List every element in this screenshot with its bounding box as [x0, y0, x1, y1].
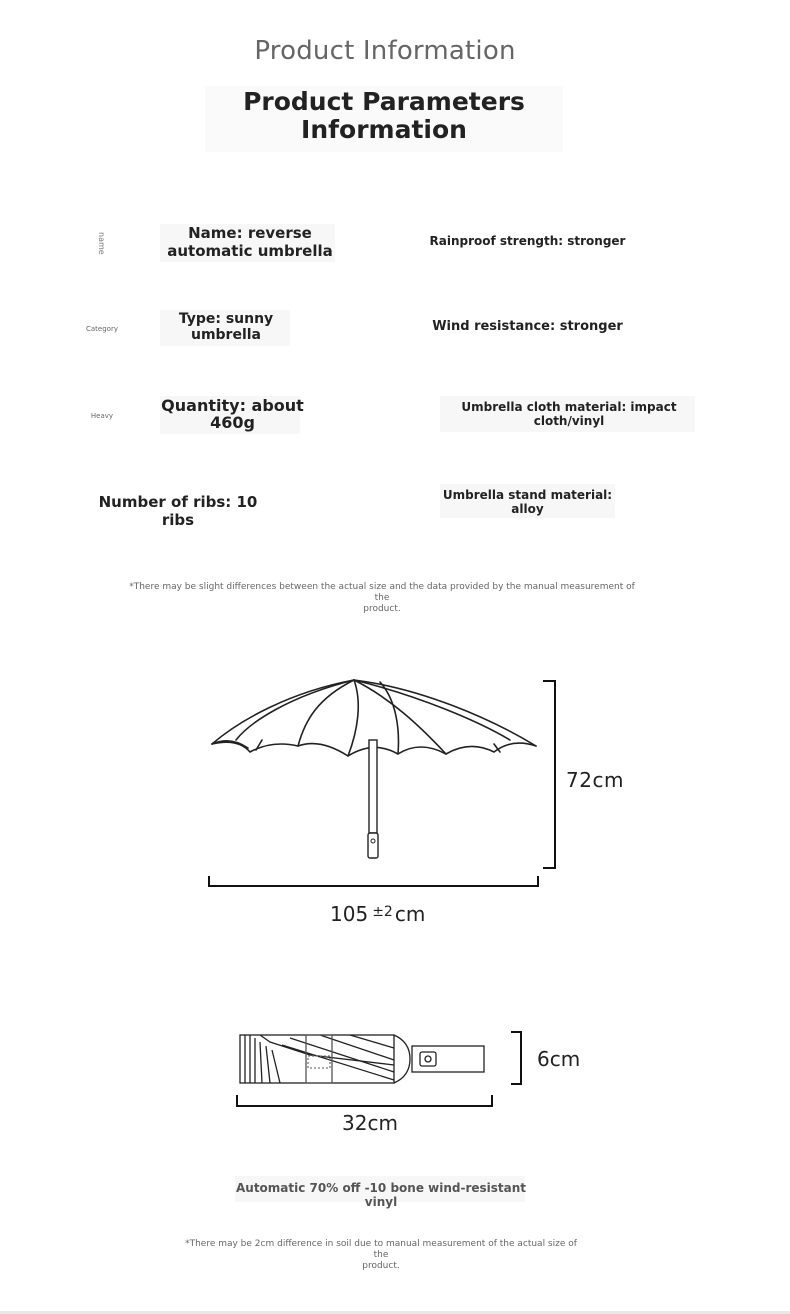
measurement-note-2-line1: *There may be 2cm difference in soil due to manual measurement of the actual size of the	[185, 1239, 577, 1260]
folded-length-label: 32cm	[342, 1111, 398, 1135]
side-label-heavy: Heavy	[90, 412, 114, 420]
param-stand-line2: alloy	[511, 502, 544, 516]
side-label-name-text: name	[97, 232, 106, 255]
measurement-note-1	[122, 582, 642, 615]
param-ribs: Number of ribs: 10 ribs	[98, 493, 258, 529]
param-name-line2: automatic umbrella	[167, 242, 333, 260]
folded-height-bracket	[511, 1032, 521, 1084]
param-cloth-line2: cloth/vinyl	[533, 414, 605, 428]
param-cloth-line1: Umbrella cloth material: impact	[461, 400, 677, 414]
folded-length-bracket	[237, 1095, 492, 1106]
param-stand-line1: Umbrella stand material:	[442, 488, 613, 502]
measurement-note-1-line2: product.	[363, 604, 401, 614]
measurement-note-2-line2: product.	[362, 1261, 400, 1271]
open-width-unit: cm	[394, 902, 426, 926]
open-width-label	[330, 902, 425, 926]
measurement-note-1-line1: *There may be slight differences between the actual size and the data provided by the manual measurement of the	[129, 582, 635, 603]
open-width-value: 105	[330, 902, 369, 926]
param-type-line2: umbrella	[190, 327, 262, 343]
param-stand-material	[435, 488, 620, 516]
folded-umbrella-diagram	[0, 1020, 790, 1120]
param-type	[150, 311, 302, 343]
param-name-line1: Name: reverse	[188, 224, 312, 242]
open-height-bracket	[543, 681, 555, 868]
measurement-note-2	[180, 1239, 582, 1272]
side-label-category: Category	[86, 325, 118, 333]
umbrella-shaft	[368, 740, 378, 858]
param-quantity	[150, 397, 315, 431]
param-type-line1: Type: sunny	[178, 311, 274, 327]
param-cloth-material	[440, 400, 698, 428]
open-height-label: 72cm	[566, 768, 624, 792]
param-name	[155, 224, 345, 260]
param-quantity-line1: Quantity: about	[161, 396, 304, 415]
folded-umbrella-handle	[412, 1046, 484, 1072]
open-width-tolerance: ±2	[372, 904, 393, 920]
page-title: Product Information	[254, 36, 516, 66]
side-label-name	[88, 232, 118, 256]
folded-umbrella-body	[240, 1035, 410, 1083]
section-title	[205, 88, 563, 144]
param-quantity-line2: 460g	[210, 413, 255, 432]
param-rainproof: Rainproof strength: stronger	[429, 234, 626, 248]
param-wind-resistance: Wind resistance: stronger	[432, 319, 623, 334]
folded-height-label: 6cm	[537, 1047, 581, 1071]
section-title-line2: Information	[301, 115, 467, 144]
product-caption: Automatic 70% off -10 bone wind-resistant vinyl	[235, 1181, 527, 1209]
open-umbrella-diagram	[0, 640, 790, 940]
open-width-bracket	[209, 876, 538, 886]
section-title-line1: Product Parameters	[243, 87, 525, 116]
